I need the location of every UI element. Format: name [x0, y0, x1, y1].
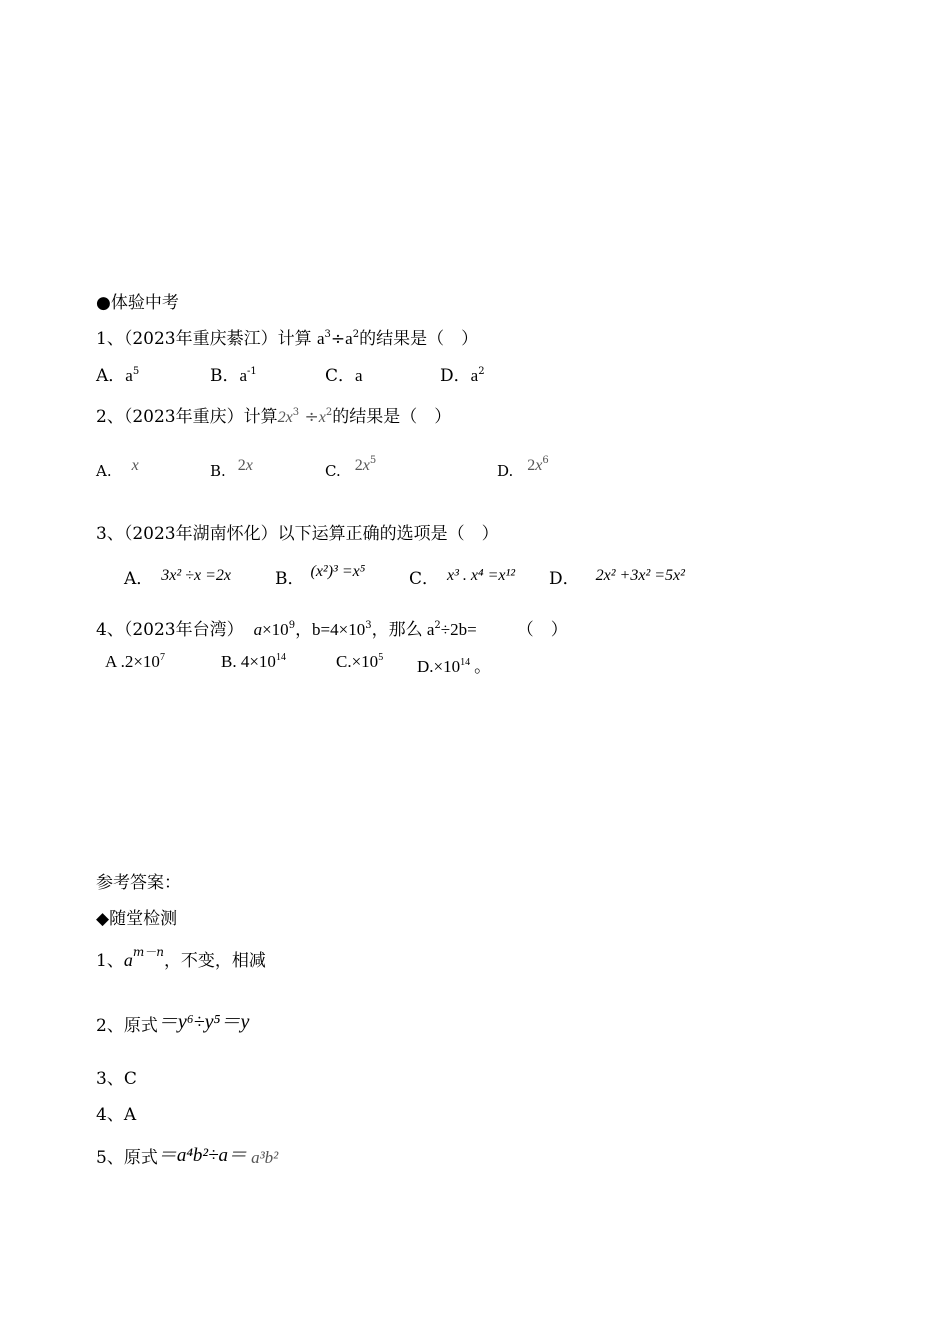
option-exp: 6 — [542, 455, 549, 466]
option-exp: 5 — [132, 366, 140, 377]
q1-option-d — [440, 361, 485, 386]
q4-exp2: 3 — [365, 620, 372, 631]
option-label: B. — [210, 462, 226, 480]
q1-option-b — [210, 361, 257, 386]
option-base: a — [355, 366, 363, 385]
answer-4: 4、A — [96, 1105, 137, 1125]
answer-5-expr: ＝a⁴b²÷a＝ — [157, 1145, 248, 1166]
option-expr: x³ . x⁴ =x¹² — [447, 567, 516, 584]
q4-middle: ，那么 a — [371, 620, 435, 639]
q1-base1: a — [316, 329, 325, 348]
option-expr: 3x² ÷x =2x — [161, 567, 231, 584]
option-label: D． — [440, 366, 471, 386]
answer-2-prefix: 2、原式 — [96, 1016, 158, 1036]
option-exp: 2 — [478, 366, 485, 377]
option-var: x — [362, 457, 370, 474]
q3-option-c — [409, 564, 515, 589]
option-label: C． — [409, 569, 440, 589]
question-2-prefix: 2、（2023年重庆）计算 — [96, 407, 278, 427]
option-coef: 2 — [354, 457, 363, 474]
option-label: D. — [497, 462, 514, 480]
answer-5-prefix: 5、原式 — [96, 1148, 158, 1168]
q1-base2: a — [345, 329, 353, 348]
option-coef: 2 — [237, 457, 246, 474]
q1-option-c — [325, 361, 363, 386]
q1-exp2: 2 — [352, 329, 360, 340]
option-exp: 14 — [460, 657, 471, 668]
option-label: C． — [325, 366, 356, 386]
answer-1 — [96, 946, 266, 971]
answers-title: 参考答案： — [96, 873, 181, 893]
question-2 — [96, 402, 451, 427]
answer-1-prefix: 1、 — [96, 951, 124, 971]
q2-op: ÷ — [299, 407, 319, 427]
q4-prefix: 4、（2023年台湾） — [96, 620, 244, 640]
option-expr: (x²)³ =x⁵ — [310, 563, 366, 580]
option-label: A． — [124, 569, 154, 589]
option-label: B． — [275, 569, 305, 589]
option-label: A． — [96, 366, 126, 386]
section-heading: ●体验中考 — [96, 293, 179, 313]
option-exp: 5 — [378, 652, 384, 663]
q2-expr-b-exp: 2 — [325, 407, 333, 418]
q2-option-b — [210, 457, 253, 481]
q4-exp1: 9 — [288, 620, 296, 631]
question-2-suffix: 的结果是（ ） — [332, 407, 452, 427]
q4-a: a — [253, 620, 263, 639]
option-exp: -1 — [247, 366, 257, 377]
question-4 — [96, 615, 568, 640]
question-3: 3、（2023年湖南怀化）以下运算正确的选项是（ ） — [96, 524, 499, 544]
question-1-suffix: 的结果是（ ） — [359, 329, 479, 349]
q1-exp1: 3 — [324, 329, 331, 340]
option-label: A. — [96, 462, 112, 480]
q2-expr-a-exp: 3 — [292, 407, 300, 418]
answers-section: ◆随堂检测 — [96, 909, 178, 929]
q2-expr-a: 2x — [277, 409, 293, 426]
option-var: x — [131, 457, 139, 474]
option-exp: 5 — [369, 455, 377, 466]
question-1 — [96, 324, 478, 349]
q4-b: ，b=4×10 — [295, 620, 366, 639]
option-base: a — [470, 366, 479, 385]
q4-paren: （ ） — [516, 620, 568, 640]
option-label: D． — [549, 569, 580, 589]
q4-times1: ×10 — [262, 620, 289, 639]
q1-option-a — [96, 361, 139, 386]
option-expr: 2x² +3x² =5x² — [595, 567, 685, 584]
option-base: a — [125, 366, 133, 385]
q4-option-c — [336, 652, 383, 672]
answer-2 — [96, 1008, 249, 1037]
q3-option-d — [549, 564, 685, 589]
q4-option-a — [105, 652, 165, 672]
answer-5 — [96, 1142, 278, 1169]
q3-option-b — [275, 564, 365, 589]
answer-1-suffix: ，不变，相减 — [163, 951, 266, 971]
q4-option-d — [417, 652, 491, 677]
option-var: x — [535, 457, 543, 474]
answer-1-exp: m－n — [132, 945, 164, 959]
option-exp: 7 — [159, 652, 165, 663]
question-1-prefix: 1、（2023年重庆綦江）计算 — [96, 329, 317, 349]
answer-5-result: a³b² — [251, 1148, 279, 1167]
option-label: B． — [210, 366, 240, 386]
answer-1-base: a — [123, 950, 133, 970]
option-label: A .2×10 — [105, 652, 160, 671]
option-after: 。 — [474, 657, 492, 676]
option-exp: 14 — [275, 652, 286, 663]
q2-option-d — [497, 455, 549, 481]
option-var: x — [245, 457, 253, 474]
q2-option-a — [96, 457, 139, 481]
answer-3: 3、C — [96, 1069, 137, 1089]
option-label: C. — [325, 462, 341, 480]
q4-option-b — [221, 652, 286, 672]
option-base: a — [239, 366, 248, 385]
answer-2-expr: ＝y⁶÷y⁵＝y — [157, 1011, 250, 1033]
option-label: D.×10 — [417, 657, 461, 676]
q3-option-a — [124, 564, 231, 589]
option-label: C.×10 — [336, 652, 379, 671]
q4-tail: ÷2b= — [440, 620, 477, 639]
option-label: B. 4×10 — [221, 652, 276, 671]
option-coef: 2 — [527, 457, 536, 474]
q2-option-c — [325, 455, 377, 481]
q1-op: ÷ — [330, 329, 346, 349]
q2-expr-b: x — [318, 409, 326, 426]
q4-exp3: 2 — [434, 620, 441, 631]
